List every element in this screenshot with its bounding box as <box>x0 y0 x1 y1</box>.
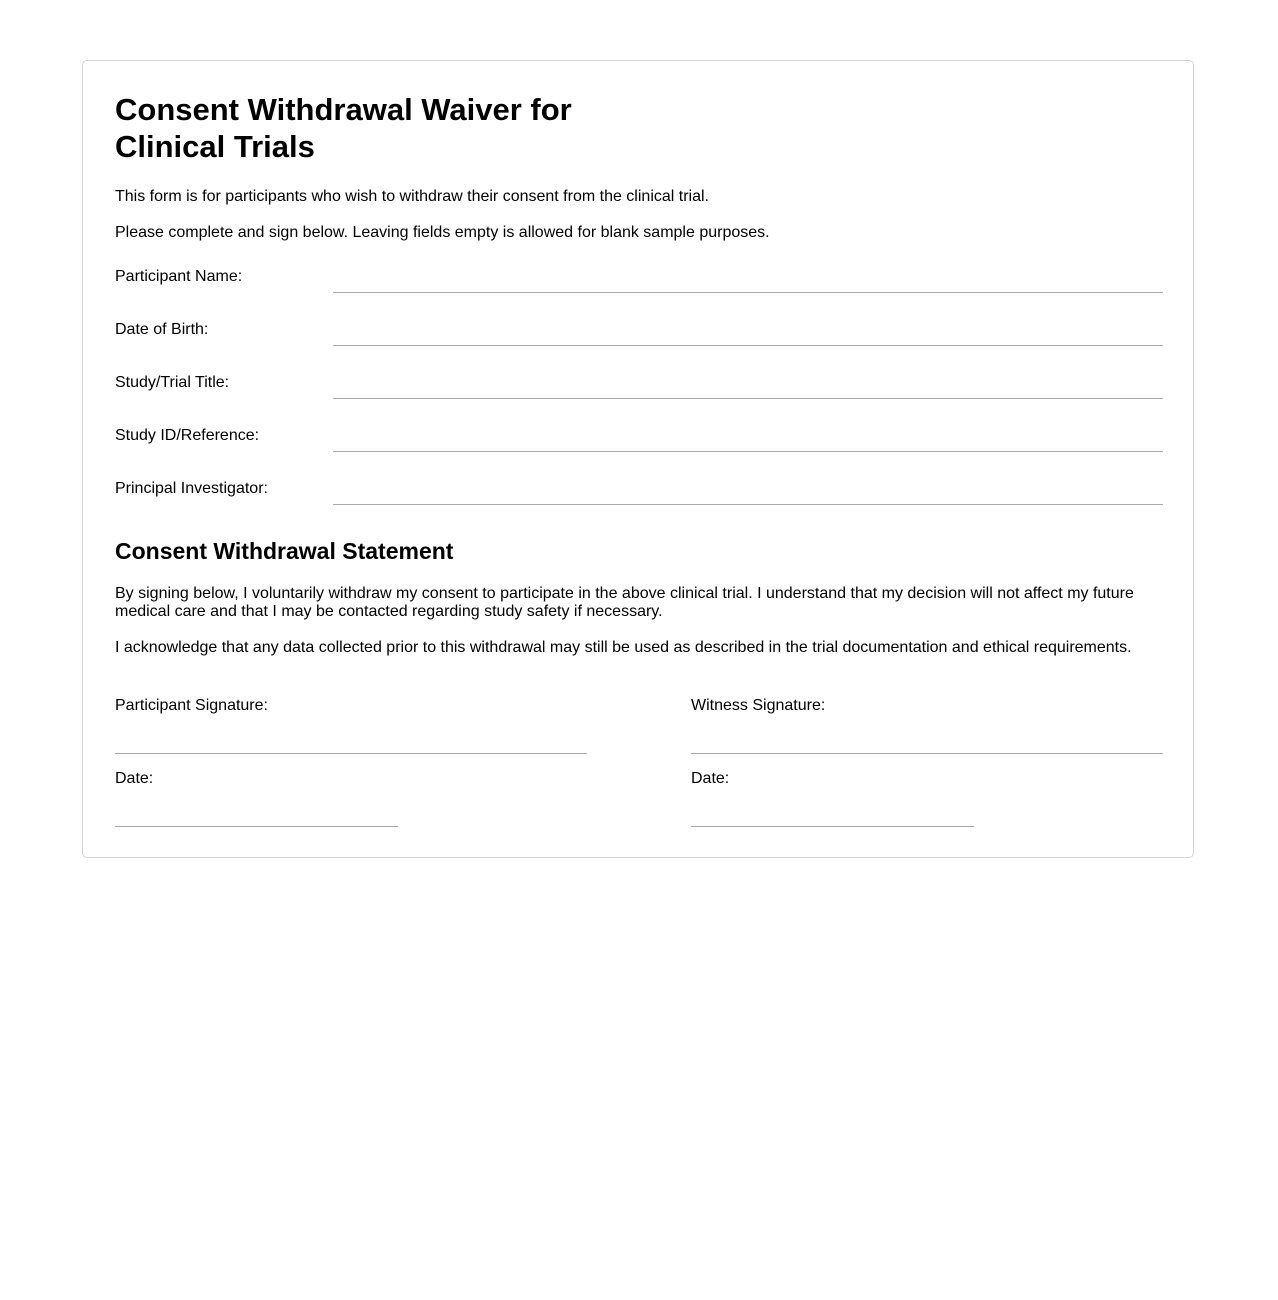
study-title-label: Study/Trial Title: <box>115 374 230 391</box>
participant-date-line[interactable] <box>115 826 398 827</box>
witness-signature-line[interactable] <box>691 753 1163 754</box>
witness-date-line[interactable] <box>691 826 974 827</box>
date-of-birth-label: Date of Birth: <box>115 321 209 338</box>
participant-name-input-line[interactable] <box>333 292 1163 293</box>
statement-paragraph: By signing below, I voluntarily withdraw my consent to participate in the above clinical trial. I understand that my decision will not affect my future medical care and that I may be contacted regarding study safety if necessary. <box>115 585 1134 620</box>
participant-signature-label: Participant Signature: <box>115 697 268 714</box>
participant-date-label: Date: <box>115 770 154 787</box>
participant-signature-line[interactable] <box>115 753 587 754</box>
document-title: Consent Withdrawal Waiver for Clinical Trials <box>115 92 572 164</box>
study-id-input-line[interactable] <box>333 451 1163 452</box>
form-card <box>82 60 1194 858</box>
witness-date-label: Date: <box>691 770 730 787</box>
participant-name-label: Participant Name: <box>115 268 243 285</box>
date-of-birth-input-line[interactable] <box>333 345 1163 346</box>
instructions-paragraph: Please complete and sign below. Leaving fields empty is allowed for blank sample purposes. <box>115 224 770 241</box>
witness-signature-label: Witness Signature: <box>691 697 826 714</box>
study-title-input-line[interactable] <box>333 398 1163 399</box>
statement-heading: Consent Withdrawal Statement <box>115 538 454 564</box>
acknowledgement-paragraph: I acknowledge that any data collected prior to this withdrawal may still be used as described in the trial documentation and ethical requirements. <box>115 639 1132 656</box>
principal-investigator-input-line[interactable] <box>333 504 1163 505</box>
principal-investigator-label: Principal Investigator: <box>115 480 268 497</box>
study-id-label: Study ID/Reference: <box>115 427 260 444</box>
intro-paragraph: This form is for participants who wish to withdraw their consent from the clinical trial. <box>115 188 709 205</box>
